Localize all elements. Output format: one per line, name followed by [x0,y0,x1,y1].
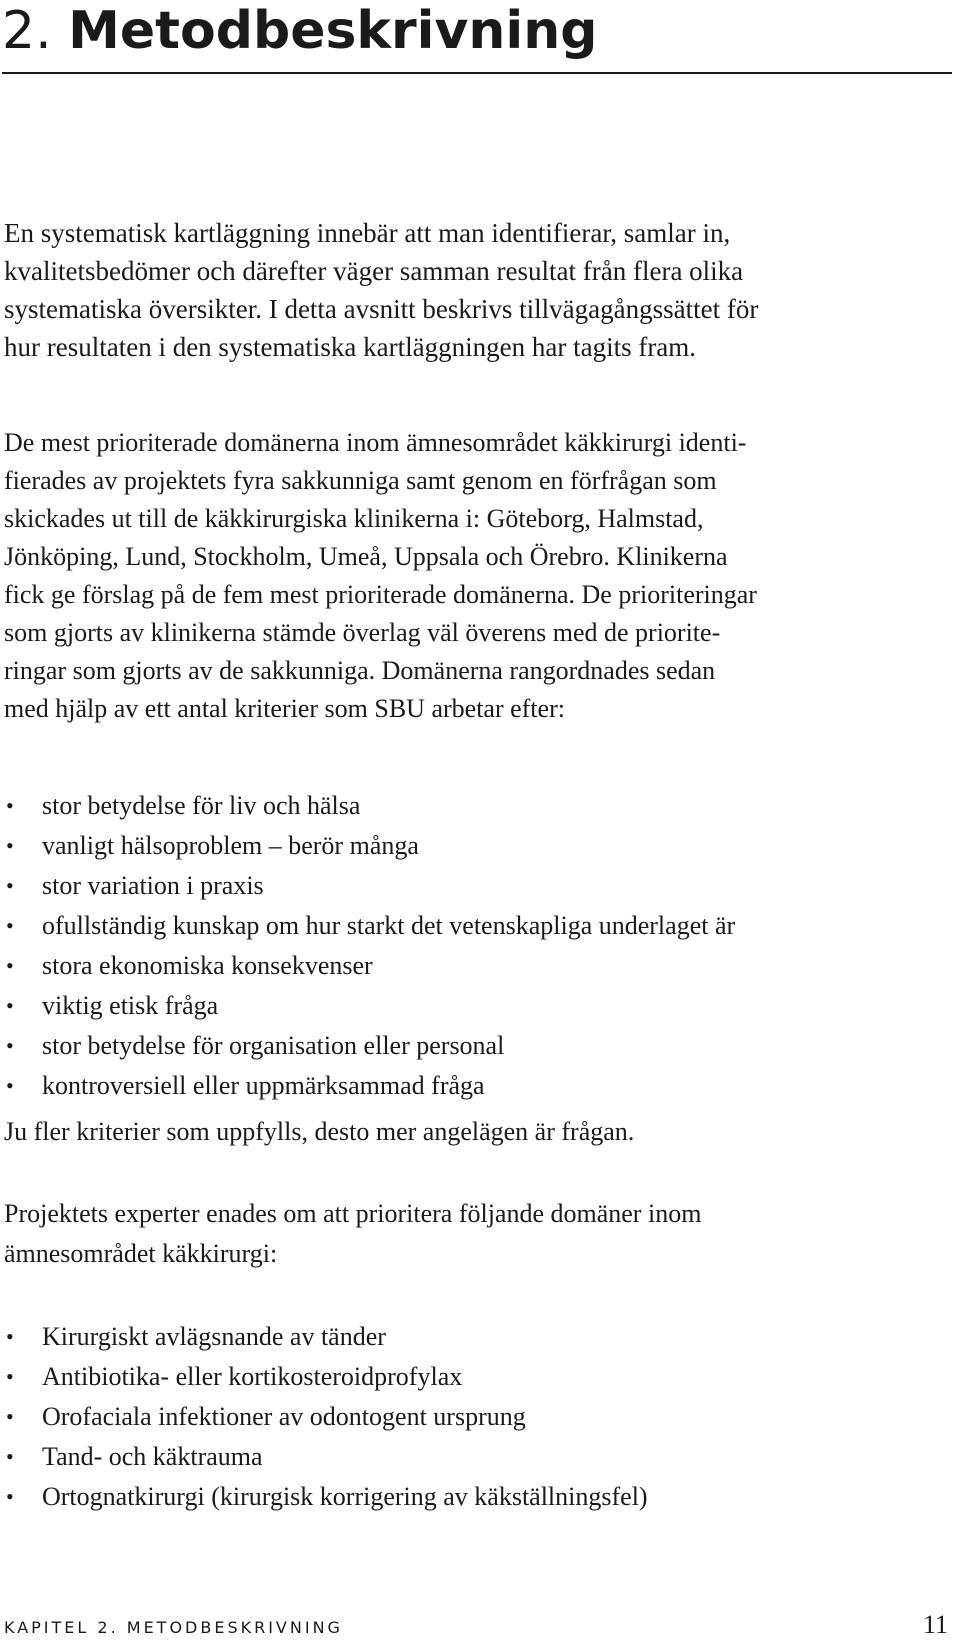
text-line: som gjorts av klinikerna stämde överlag väl överens med de priorite- [4,618,721,647]
list-item-text: viktig etisk fråga [42,991,219,1020]
criteria-list [4,786,954,1106]
list-item [4,826,954,866]
list-item-text: stor variation i praxis [42,871,264,900]
chapter-title: Metodbeskrivning [68,1,598,61]
prioritization-paragraph [4,424,954,728]
bullet-icon: • [6,1404,14,1429]
text-line: kvalitetsbedömer och därefter väger samman resultat från flera olika [4,256,744,286]
bullet-icon: • [6,1033,14,1058]
text-line: ringar som gjorts av de sakkunniga. Domänerna rangordnades sedan [4,656,716,685]
bullet-icon: • [6,913,14,938]
bullet-icon: • [6,1484,14,1509]
text-line: systematiska översikter. I detta avsnitt beskrivs tillvägagångssättet för [4,294,759,324]
list-item [4,1026,954,1066]
text-line: ämnesområdet käkkirurgi: [4,1239,278,1268]
text-line: En systematisk kartläggning innebär att man identifierar, samlar in, [4,218,731,248]
list-item-text: Ortognatkirurgi (kirurgisk korrigering av käkställningsfel) [42,1482,648,1511]
list-item [4,1066,954,1106]
list-item-text: vanligt hälsoproblem – berör många [42,831,419,860]
bullet-icon: • [6,873,14,898]
list-item [4,1437,954,1477]
bullet-icon: • [6,833,14,858]
text-line: Jönköping, Lund, Stockholm, Umeå, Uppsala och Örebro. Klinikerna [4,542,728,571]
text-line: fick ge förslag på de fem mest prioriterade domänerna. De prioriteringar [4,580,757,609]
list-item [4,1397,954,1437]
bullet-icon: • [6,793,14,818]
text-line: med hjälp av ett antal kriterier som SBU arbetar efter: [4,694,565,723]
list-item [4,946,954,986]
list-item [4,1317,954,1357]
intro-paragraph [4,214,954,366]
text-line: skickades ut till de käkkirurgiska klinikerna i: Göteborg, Halmstad, [4,504,704,533]
chapter-heading [2,0,952,74]
text-line: hur resultaten i den systematiska kartläggningen har tagits fram. [4,332,697,362]
list-item-text: Antibiotika- eller kortikosteroidprofylax [42,1362,463,1391]
text-line: Projektets experter enades om att prioritera följande domäner inom [4,1199,702,1228]
chapter-number: 2. [2,1,52,61]
list-item [4,786,954,826]
list-item [4,866,954,906]
bullet-icon: • [6,1444,14,1469]
bullet-icon: • [6,1364,14,1389]
running-footer: KAPITEL 2. METODBESKRIVNING [4,1618,343,1637]
text-line: fierades av projektets fyra sakkunniga samt genom en förfrågan som [4,466,717,495]
list-item-text: stor betydelse för liv och hälsa [42,791,361,820]
text-line: De mest prioriterade domänerna inom ämnesområdet käkkirurgi identi- [4,428,747,457]
bullet-icon: • [6,1073,14,1098]
domains-intro-paragraph [4,1194,954,1274]
list-item [4,986,954,1026]
list-item [4,1477,954,1517]
list-item-text: Kirurgiskt avlägsnande av tänder [42,1322,386,1351]
list-item-text: kontroversiell eller uppmärksammad fråga [42,1071,485,1100]
list-item-text: Tand- och käktrauma [42,1442,263,1471]
list-item-text: stora ekonomiska konsekvenser [42,951,373,980]
list-item [4,1357,954,1397]
list-item-text: ofullständig kunskap om hur starkt det vetenskapliga underlaget är [42,911,736,940]
page-number: 11 [922,1610,948,1639]
list-item-text: Orofaciala infektioner av odontogent ursprung [42,1402,526,1431]
bullet-icon: • [6,953,14,978]
bullet-icon: • [6,993,14,1018]
criteria-conclusion: Ju fler kriterier som uppfylls, desto mer angelägen är frågan. [4,1117,635,1146]
list-item-text: stor betydelse för organisation eller personal [42,1031,505,1060]
domains-list [4,1317,954,1517]
list-item [4,906,954,946]
bullet-icon: • [6,1324,14,1349]
